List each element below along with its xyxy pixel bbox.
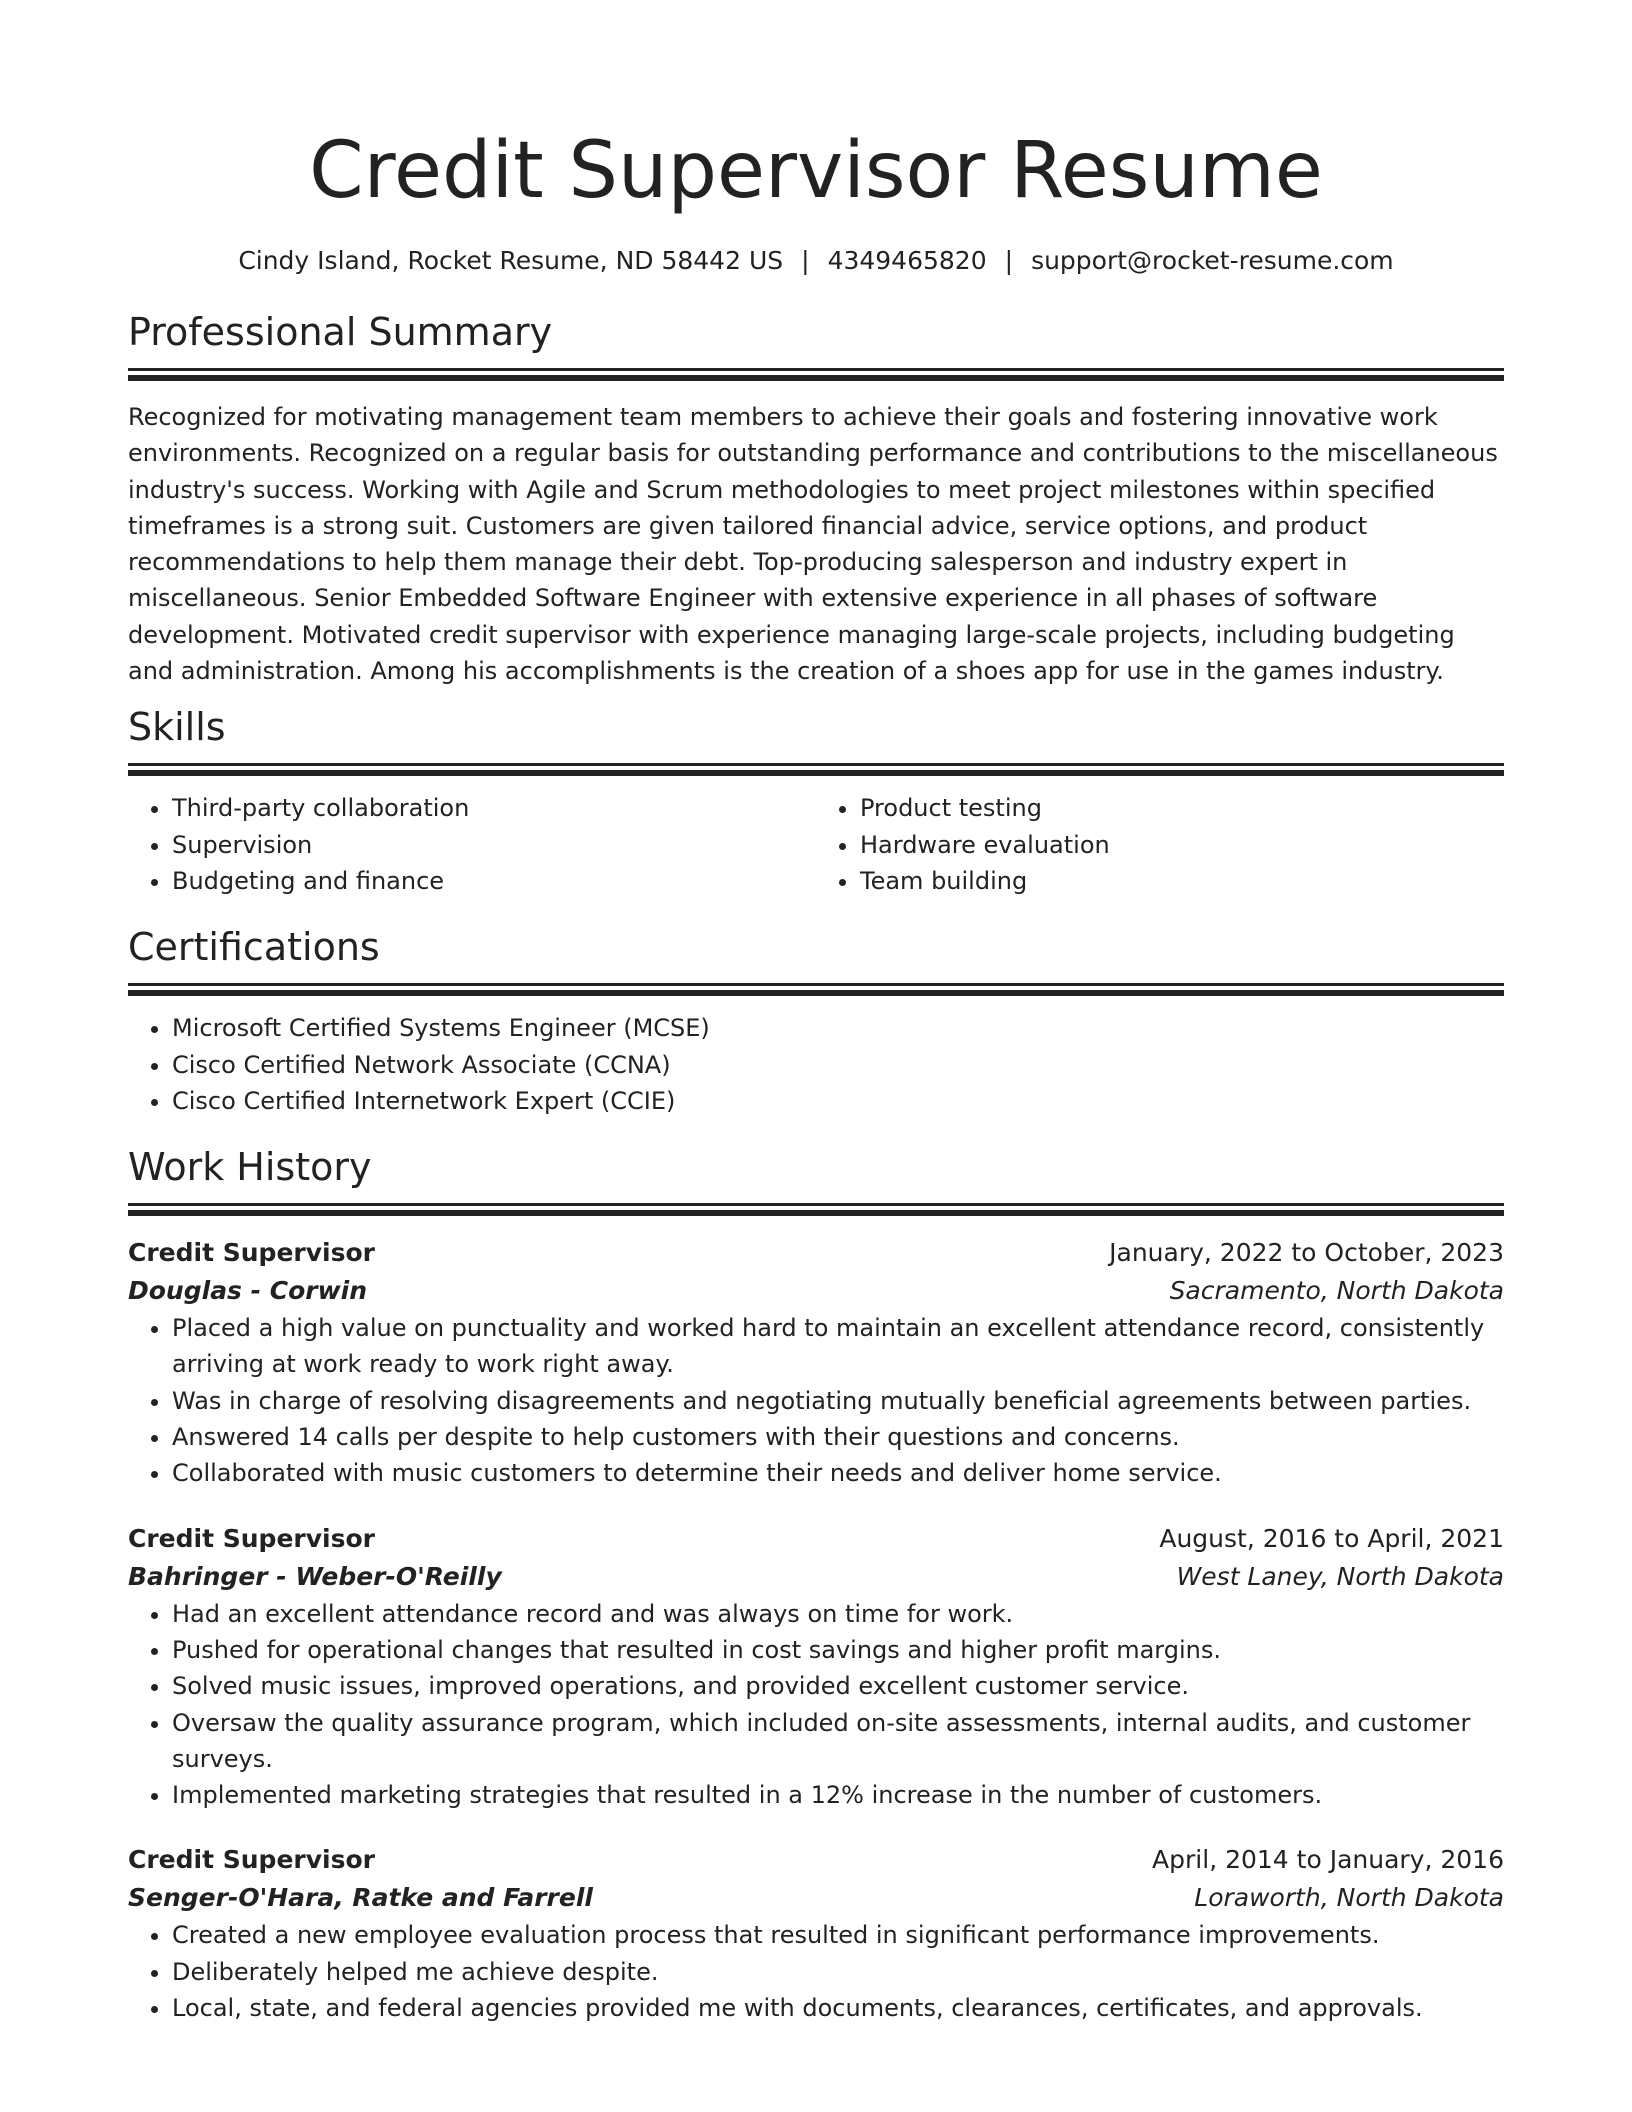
contact-email: support@rocket-resume.com	[1031, 246, 1394, 275]
contact-separator: |	[801, 246, 810, 275]
job-entry	[128, 1234, 1504, 1491]
skills-heading: Skills	[128, 705, 226, 750]
work-history-heading: Work History	[128, 1145, 372, 1190]
job-bullets	[128, 1310, 1504, 1491]
job-bullet: • Local, state, and federal agencies provided me with documents, clearances, certificates, and approvals.	[172, 1990, 1504, 2026]
job-bullet: • Collaborated with music customers to determine their needs and deliver home service.	[172, 1455, 1504, 1491]
certification-item: • Cisco Certified Network Associate (CCNA)	[172, 1047, 1504, 1083]
skill-item: • Team building	[860, 863, 1504, 899]
summary-heading: Professional Summary	[128, 310, 553, 354]
contact-address: Cindy Island, Rocket Resume, ND 58442 US	[238, 246, 784, 275]
job-bullet: • Answered 14 calls per despite to help customers with their questions and concerns.	[172, 1419, 1504, 1455]
job-bullets	[128, 1596, 1504, 1814]
summary-text: Recognized for motivating management team members to achieve their goals and fostering innovative work environments. Recognized on a regular basis for outstanding performance and contributions to the miscellaneous industry's success. Working with Agile and Scrum methodologies to meet project milestones within specified timeframes is a strong suit. Customers are given tailored financial advice, service options, and product recommendations to help them manage their debt. Top-producing salesperson and industry expert in miscellaneous. Senior Embedded Software Engineer with extensive experience in all phases of software development. Motivated credit supervisor with experience managing large-scale projects, including budgeting and administration. Among his accomplishments is the creation of a shoes app for use in the games industry.	[128, 403, 1498, 686]
section-divider	[128, 983, 1504, 996]
job-title: Credit Supervisor	[128, 1845, 375, 1875]
job-bullet: • Was in charge of resolving disagreements and negotiating mutually beneficial agreements between parties.	[172, 1383, 1504, 1419]
summary-section	[128, 308, 1504, 689]
job-dates: April, 2014 to January, 2016	[1152, 1845, 1504, 1875]
section-divider	[128, 1203, 1504, 1216]
certification-item: • Cisco Certified Internetwork Expert (CCIE)	[172, 1083, 1504, 1119]
job-bullet: • Implemented marketing strategies that resulted in a 12% increase in the number of customers.	[172, 1777, 1504, 1813]
job-dates: August, 2016 to April, 2021	[1159, 1523, 1504, 1553]
job-title: Credit Supervisor	[128, 1238, 375, 1268]
job-dates: January, 2022 to October, 2023	[1109, 1238, 1504, 1268]
skill-item: • Hardware evaluation	[860, 827, 1504, 863]
contact-line	[128, 244, 1504, 278]
job-subheader-row	[128, 1879, 1504, 1917]
job-header-row	[128, 1234, 1504, 1272]
job-location: Loraworth, North Dakota	[1194, 1883, 1504, 1913]
job-header-row	[128, 1520, 1504, 1558]
skill-item: • Budgeting and finance	[172, 863, 816, 899]
contact-separator: |	[1004, 246, 1014, 275]
job-company: Senger-O'Hara, Ratke and Farrell	[128, 1883, 593, 1913]
job-bullets	[128, 1917, 1504, 2026]
skill-item: • Supervision	[172, 827, 816, 863]
job-location: Sacramento, North Dakota	[1169, 1276, 1504, 1306]
skill-item: • Third-party collaboration	[172, 790, 816, 826]
resume-page	[128, 0, 1504, 2026]
skills-section	[128, 703, 1504, 899]
job-location: West Laney, North Dakota	[1176, 1561, 1504, 1591]
resume-title: Credit Supervisor Resume	[309, 126, 1323, 216]
job-subheader-row	[128, 1272, 1504, 1310]
certifications-list	[128, 1010, 1504, 1119]
job-subheader-row	[128, 1558, 1504, 1596]
certifications-section	[128, 923, 1504, 1119]
job-company: Douglas - Corwin	[128, 1276, 368, 1306]
contact-phone: 4349465820	[827, 246, 987, 275]
certifications-heading: Certifications	[128, 925, 380, 970]
section-divider	[128, 763, 1504, 776]
work-history-section	[128, 1143, 1504, 2026]
job-bullet: • Deliberately helped me achieve despite.	[172, 1954, 1504, 1990]
certification-item: • Microsoft Certified Systems Engineer (MCSE)	[172, 1010, 1504, 1046]
skills-list-right	[816, 790, 1504, 899]
skills-list-left	[128, 790, 816, 899]
job-title: Credit Supervisor	[128, 1523, 375, 1553]
job-company: Bahringer - Weber-O'Reilly	[128, 1561, 502, 1591]
job-bullet: • Oversaw the quality assurance program, which included on-site assessments, internal audits, and customer surveys.	[172, 1705, 1504, 1778]
job-entry	[128, 1520, 1504, 1814]
job-bullet: • Placed a high value on punctuality and worked hard to maintain an excellent attendance record, consistently arriving at work ready to work right away.	[172, 1310, 1504, 1383]
job-header-row	[128, 1841, 1504, 1879]
section-divider	[128, 368, 1504, 381]
skill-item: • Product testing	[860, 790, 1504, 826]
job-bullet: • Pushed for operational changes that resulted in cost savings and higher profit margins.	[172, 1632, 1504, 1668]
skills-grid	[128, 790, 1504, 899]
job-bullet: • Created a new employee evaluation process that resulted in significant performance improvements.	[172, 1917, 1504, 1953]
job-bullet: • Had an excellent attendance record and was always on time for work.	[172, 1596, 1504, 1632]
job-bullet: • Solved music issues, improved operations, and provided excellent customer service.	[172, 1668, 1504, 1704]
job-entry	[128, 1841, 1504, 2026]
